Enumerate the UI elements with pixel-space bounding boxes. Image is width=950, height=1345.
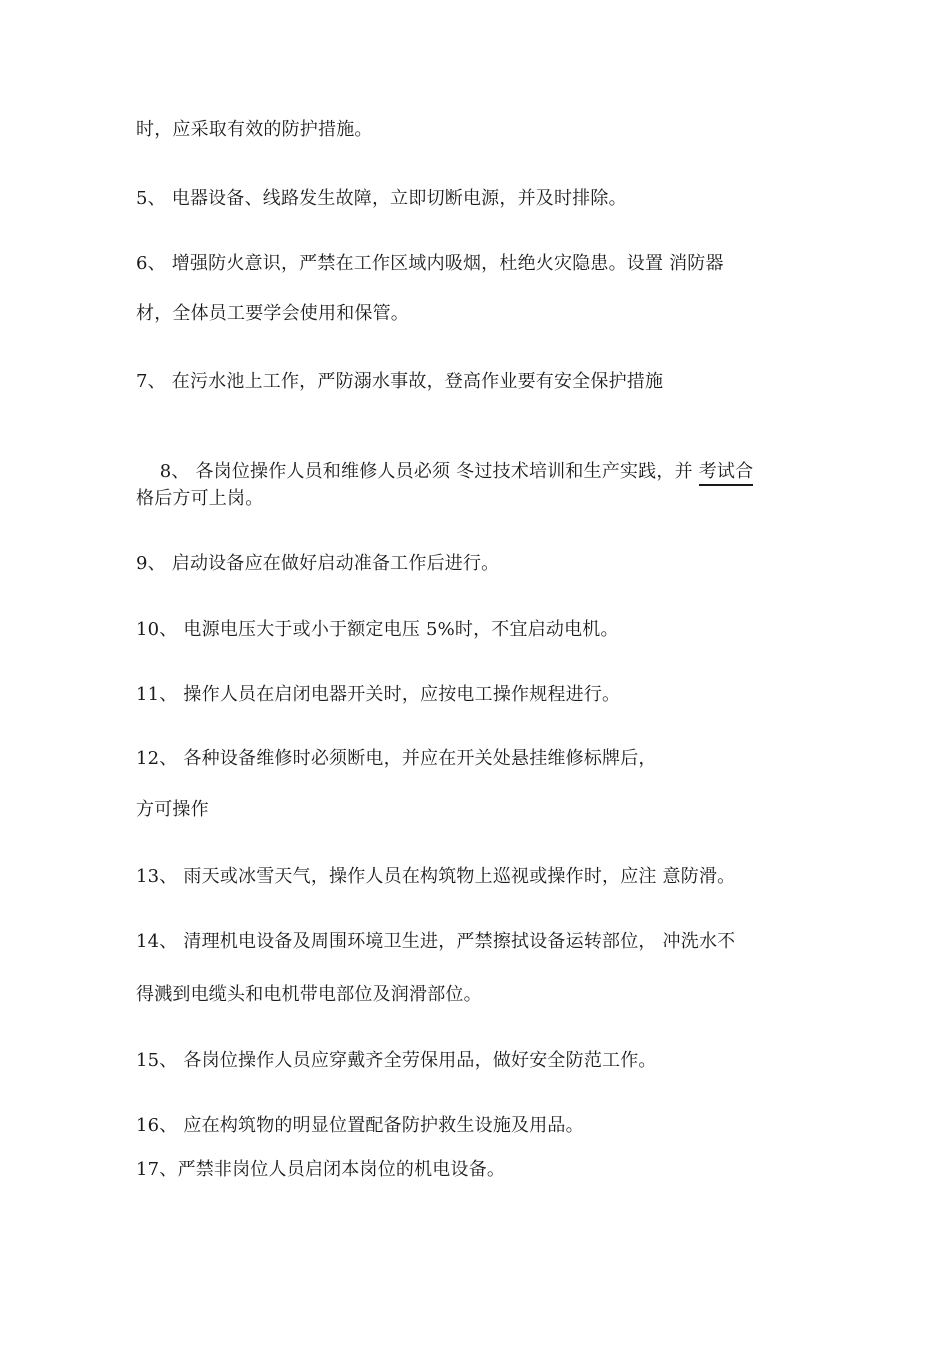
text-line: 13、 雨天或冰雪天气，操作人员在构筑物上巡视或操作时，应注 意防滑。 (136, 866, 736, 887)
text-line: 材，全体员工要学会使用和保管。 (136, 303, 409, 324)
text-line: 时，应采取有效的防护措施。 (136, 119, 373, 140)
text-line: 格后方可上岗。 (136, 488, 264, 509)
text-line: 17、严禁非岗位人员启闭本岗位的机电设备。 (136, 1159, 506, 1180)
text-line: 11、 操作人员在启闭电器开关时，应按电工操作规程进行。 (136, 684, 621, 705)
text-line: 10、 电源电压大于或小于额定电压 5%时，不宜启动电机。 (136, 619, 619, 640)
underlined-text: 考试合 (699, 461, 754, 486)
text-line: 16、 应在构筑物的明显位置配备防护救生设施及用品。 (136, 1115, 584, 1136)
text-line: 7、 在污水池上工作，严防溺水事故，登高作业要有安全保护措施 (136, 371, 664, 392)
text-line: 12、 各种设备维修时必须断电，并应在开关处悬挂维修标牌后， (136, 748, 657, 769)
text-line: 6、 增强防火意识，严禁在工作区域内吸烟，杜绝火灾隐患。设置 消防器 (136, 253, 724, 274)
text-line: 5、 电器设备、线路发生故障，立即切断电源，并及时排除。 (136, 188, 627, 209)
text-line: 9、 启动设备应在做好启动准备工作后进行。 (136, 553, 500, 574)
text-line: 得溅到电缆头和电机带电部位及润滑部位。 (136, 984, 482, 1005)
text-line: 方可操作 (136, 799, 209, 820)
text-line: 15、 各岗位操作人员应穿戴齐全劳保用品，做好安全防范工作。 (136, 1050, 657, 1071)
text-line: 14、 清理机电设备及周围环境卫生进，严禁擦拭设备运转部位， 冲洗水不 (136, 931, 736, 952)
text-segment: 8、 各岗位操作人员和维修人员必须 冬过技术培训和生产实践，并 (159, 461, 699, 482)
